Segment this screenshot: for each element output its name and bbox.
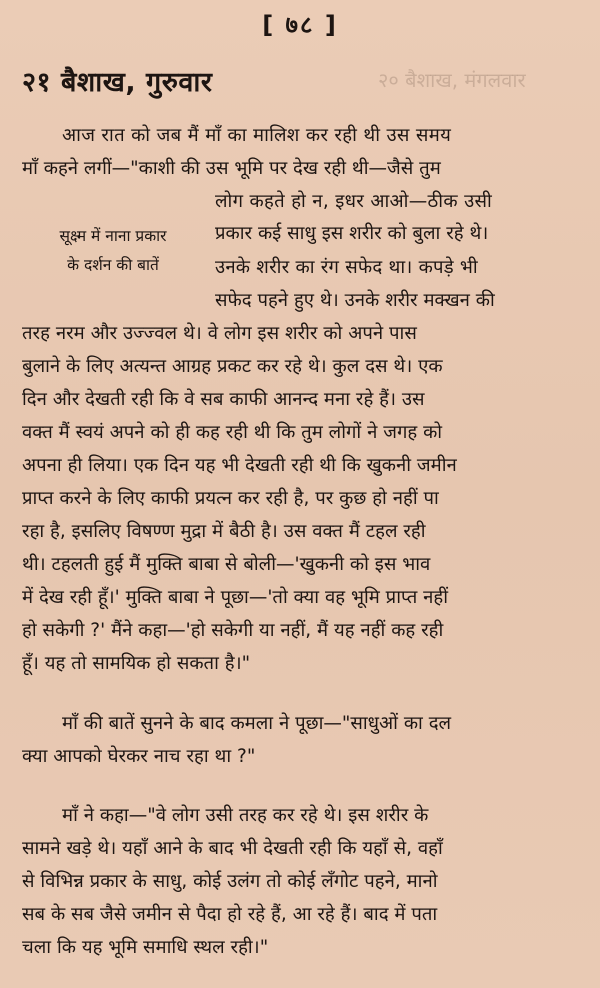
text-line: तरह नरम और उज्ज्वल थे। वे लोग इस शरीर को अपने पास (22, 323, 417, 344)
text-line: माँ ने कहा—"वे लोग उसी तरह कर रहे थे। इस शरीर के (62, 805, 429, 826)
text-line: हूँ। यह तो सामयिक हो सकता है।" (22, 653, 251, 674)
margin-note-line: सूक्ष्म में नाना प्रकार (59, 227, 167, 245)
text-line: सफेद पहने हुए थे। उनके शरीर मक्खन की (215, 290, 495, 311)
text-line: क्या आपको घेरकर नाच रहा था ?" (22, 746, 256, 767)
margin-note (18, 222, 208, 280)
text-line: सब के सब जैसे जमीन से पैदा हो रहे हैं, आ रहे हैं। बाद में पता (22, 904, 438, 925)
text-line: में देख रही हूँ।' मुक्ति बाबा ने पूछा—'तो क्या वह भूमि प्राप्त नहीं (22, 587, 449, 608)
text-line: अपना ही लिया। एक दिन यह भी देखती रही थी कि खुकनी जमीन (22, 455, 457, 476)
text-line: प्रकार कई साधु इस शरीर को बुला रहे थे। (215, 223, 489, 244)
text-line: लोग कहते हो न, इधर आओ—ठीक उसी (215, 191, 493, 212)
text-line: चला कि यह भूमि समाधि स्थल रही।" (22, 937, 269, 958)
text-line: रहा है, इसलिए विषण्ण मुद्रा में बैठी है। उस वक्त मैं टहल रही (22, 521, 426, 542)
text-line: से विभिन्न प्रकार के साधु, कोई उलंग तो कोई लँगोट पहने, मानो (22, 871, 438, 892)
text-line: दिन और देखती रही कि वे सब काफी आनन्द मना रहे हैं। उस (22, 389, 425, 410)
text-line: माँ की बातें सुनने के बाद कमला ने पूछा—"साधुओं का दल (62, 713, 452, 734)
text-line: सामने खड़े थे। यहाँ आने के बाद भी देखती रही कि यहाँ से, वहाँ (22, 838, 443, 859)
text-line: माँ कहने लगीं—"काशी की उस भूमि पर देख रही थी—जैसे तुम (22, 158, 441, 179)
margin-note-line: के दर्शन की बातें (67, 256, 159, 274)
text-line: वक्त मैं स्वयं अपने को ही कह रही थी कि तुम लोगों ने जगह को (22, 422, 443, 443)
text-line: प्राप्त करने के लिए काफी प्रयत्न कर रही है, पर कुछ हो नहीं पा (22, 488, 439, 509)
diary-entry-heading: २१ बैशाख, गुरुवार (22, 67, 213, 98)
text-line: थी। टहलती हुई मैं मुक्ति बाबा से बोली—'खुकनी को इस भाव (22, 554, 431, 575)
text-line: आज रात को जब मैं माँ का मालिश कर रही थी उस समय (62, 125, 452, 146)
text-line: हो सकेगी ?' मैंने कहा—'हो सकेगी या नहीं, मैं यह नहीं कह रही (22, 620, 444, 641)
text-line: बुलाने के लिए अत्यन्त आग्रह प्रकट कर रहे थे। कुल दस थे। एक (22, 356, 443, 377)
page-number: [ ७८ ] (262, 11, 338, 39)
bleed-through-text: २० बैशाख, मंगलवार (378, 68, 526, 92)
text-line: उनके शरीर का रंग सफेद था। कपड़े भी (215, 257, 478, 278)
